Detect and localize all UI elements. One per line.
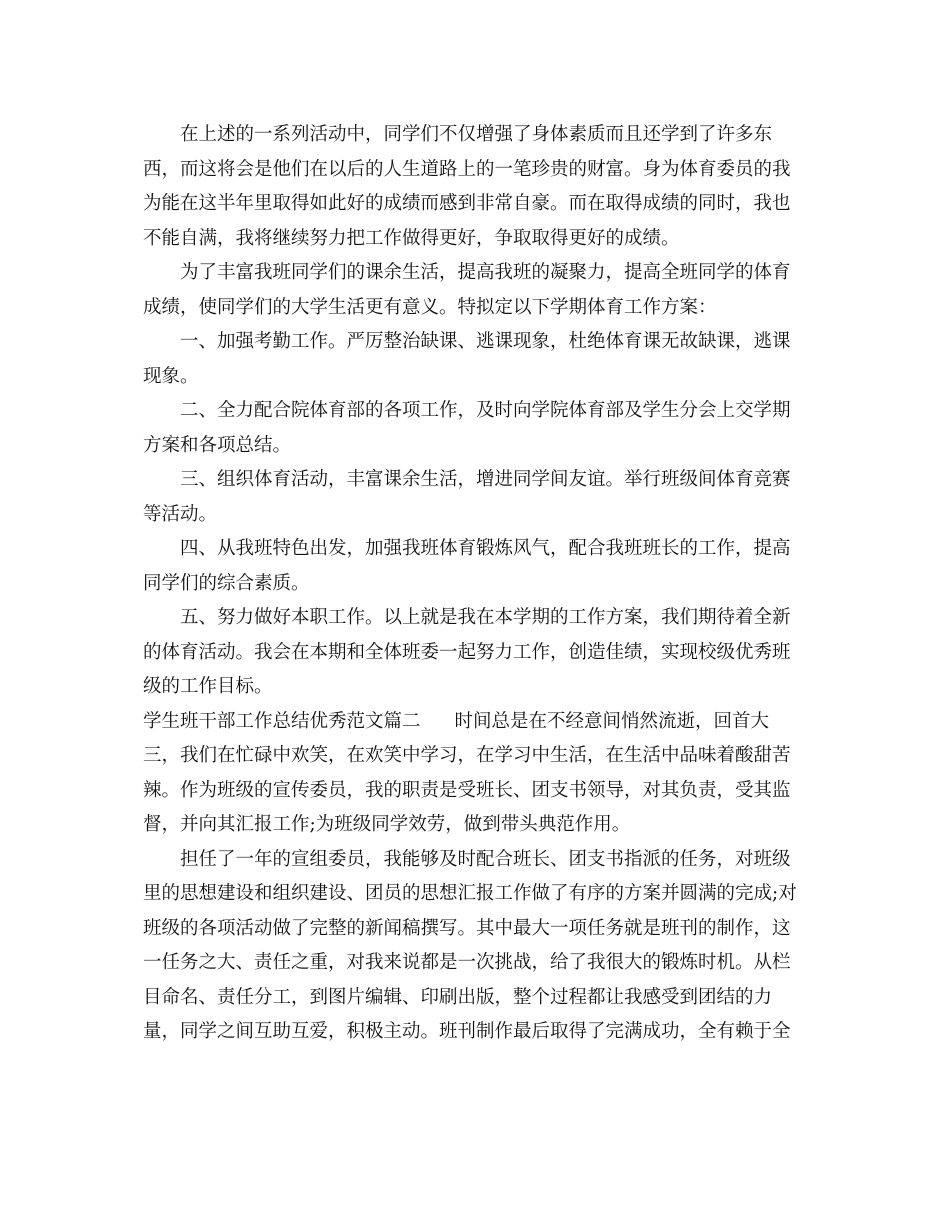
- section-heading-title: 学生班干部工作总结优秀范文篇二: [143, 710, 421, 732]
- text-line: 为了丰富我班同学们的课余生活，提高我班的凝聚力，提高全班同学的体育: [180, 262, 791, 283]
- text-line: 班级的各项活动做了完整的新闻稿撰写。其中最大一项任务就是班刊的制作，这: [143, 917, 791, 939]
- section-heading-continuation: 时间总是在不经意间悄然流逝，回首大: [454, 710, 770, 732]
- text-line: 二、全力配合院体育部的各项工作，及时向学院体育部及学生分会上交学期: [180, 400, 791, 421]
- text-line: 三、组织体育活动，丰富课余生活，增进同学间友谊。举行班级间体育竞赛: [180, 469, 791, 490]
- text-line: 里的思想建设和组织建设、团员的思想汇报工作做了有序的方案并圆满的完成;对: [143, 883, 797, 904]
- text-line: 等活动。: [143, 503, 218, 525]
- document-body: [143, 118, 807, 1050]
- text-line: 的体育活动。我会在本期和全体班委一起努力工作，创造佳绩，实现校级优秀班: [143, 641, 791, 663]
- text-line: 级的工作目标。: [143, 676, 273, 697]
- text-line: 一任务之大、责任之重，对我来说都是一次挑战，给了我很大的锻炼时机。从栏: [143, 952, 791, 973]
- text-line: 四、从我班特色出发，加强我班体育锻炼风气，配合我班班长的工作，提高: [180, 538, 791, 559]
- text-line: 成绩，使同学们的大学生活更有意义。特拟定以下学期体育工作方案：: [143, 296, 717, 318]
- text-line: 五、努力做好本职工作。以上就是我在本学期的工作方案，我们期待着全新: [180, 607, 791, 628]
- paragraphs-part-one: [143, 118, 807, 705]
- paragraphs-part-two: [143, 739, 807, 1050]
- section-heading-line: [143, 705, 807, 740]
- text-line: 三，我们在忙碌中欢笑，在欢笑中学习，在学习中生活，在生活中品味着酸甜苦: [143, 745, 791, 766]
- text-line: 同学们的综合素质。: [143, 572, 310, 594]
- text-line: 辣。作为班级的宣传委员，我的职责是受班长、团支书领导，对其负责，受其监: [143, 779, 791, 801]
- text-line: 担任了一年的宣组委员，我能够及时配合班长、团支书指派的任务，对班级: [180, 848, 791, 870]
- text-line: 督，并向其汇报工作;为班级同学效劳，做到带头典范作用。: [143, 814, 631, 835]
- text-line: 量，同学之间互助互爱，积极主动。班刊制作最后取得了完满成功，全有赖于全: [143, 1021, 791, 1042]
- text-line: 在上述的一系列活动中，同学们不仅增强了身体素质而且还学到了许多东: [180, 124, 773, 145]
- text-line: 为能在这半年里取得如此好的成绩而感到非常自豪。而在取得成绩的同时，我也: [143, 193, 791, 214]
- text-line: 方案和各项总结。: [143, 434, 292, 456]
- text-line: 现象。: [143, 365, 199, 387]
- text-line: 目命名、责任分工，到图片编辑、印刷出版，整个过程都让我感受到团结的力: [143, 986, 773, 1008]
- text-line: 不能自满，我将继续努力把工作做得更好，争取取得更好的成绩。: [143, 227, 680, 249]
- text-line: 一、加强考勤工作。严厉整治缺课、逃课现象，杜绝体育课无故缺课，逃课: [180, 331, 791, 352]
- text-line: 西，而这将会是他们在以后的人生道路上的一笔珍贵的财富。身为体育委员的我: [143, 158, 791, 180]
